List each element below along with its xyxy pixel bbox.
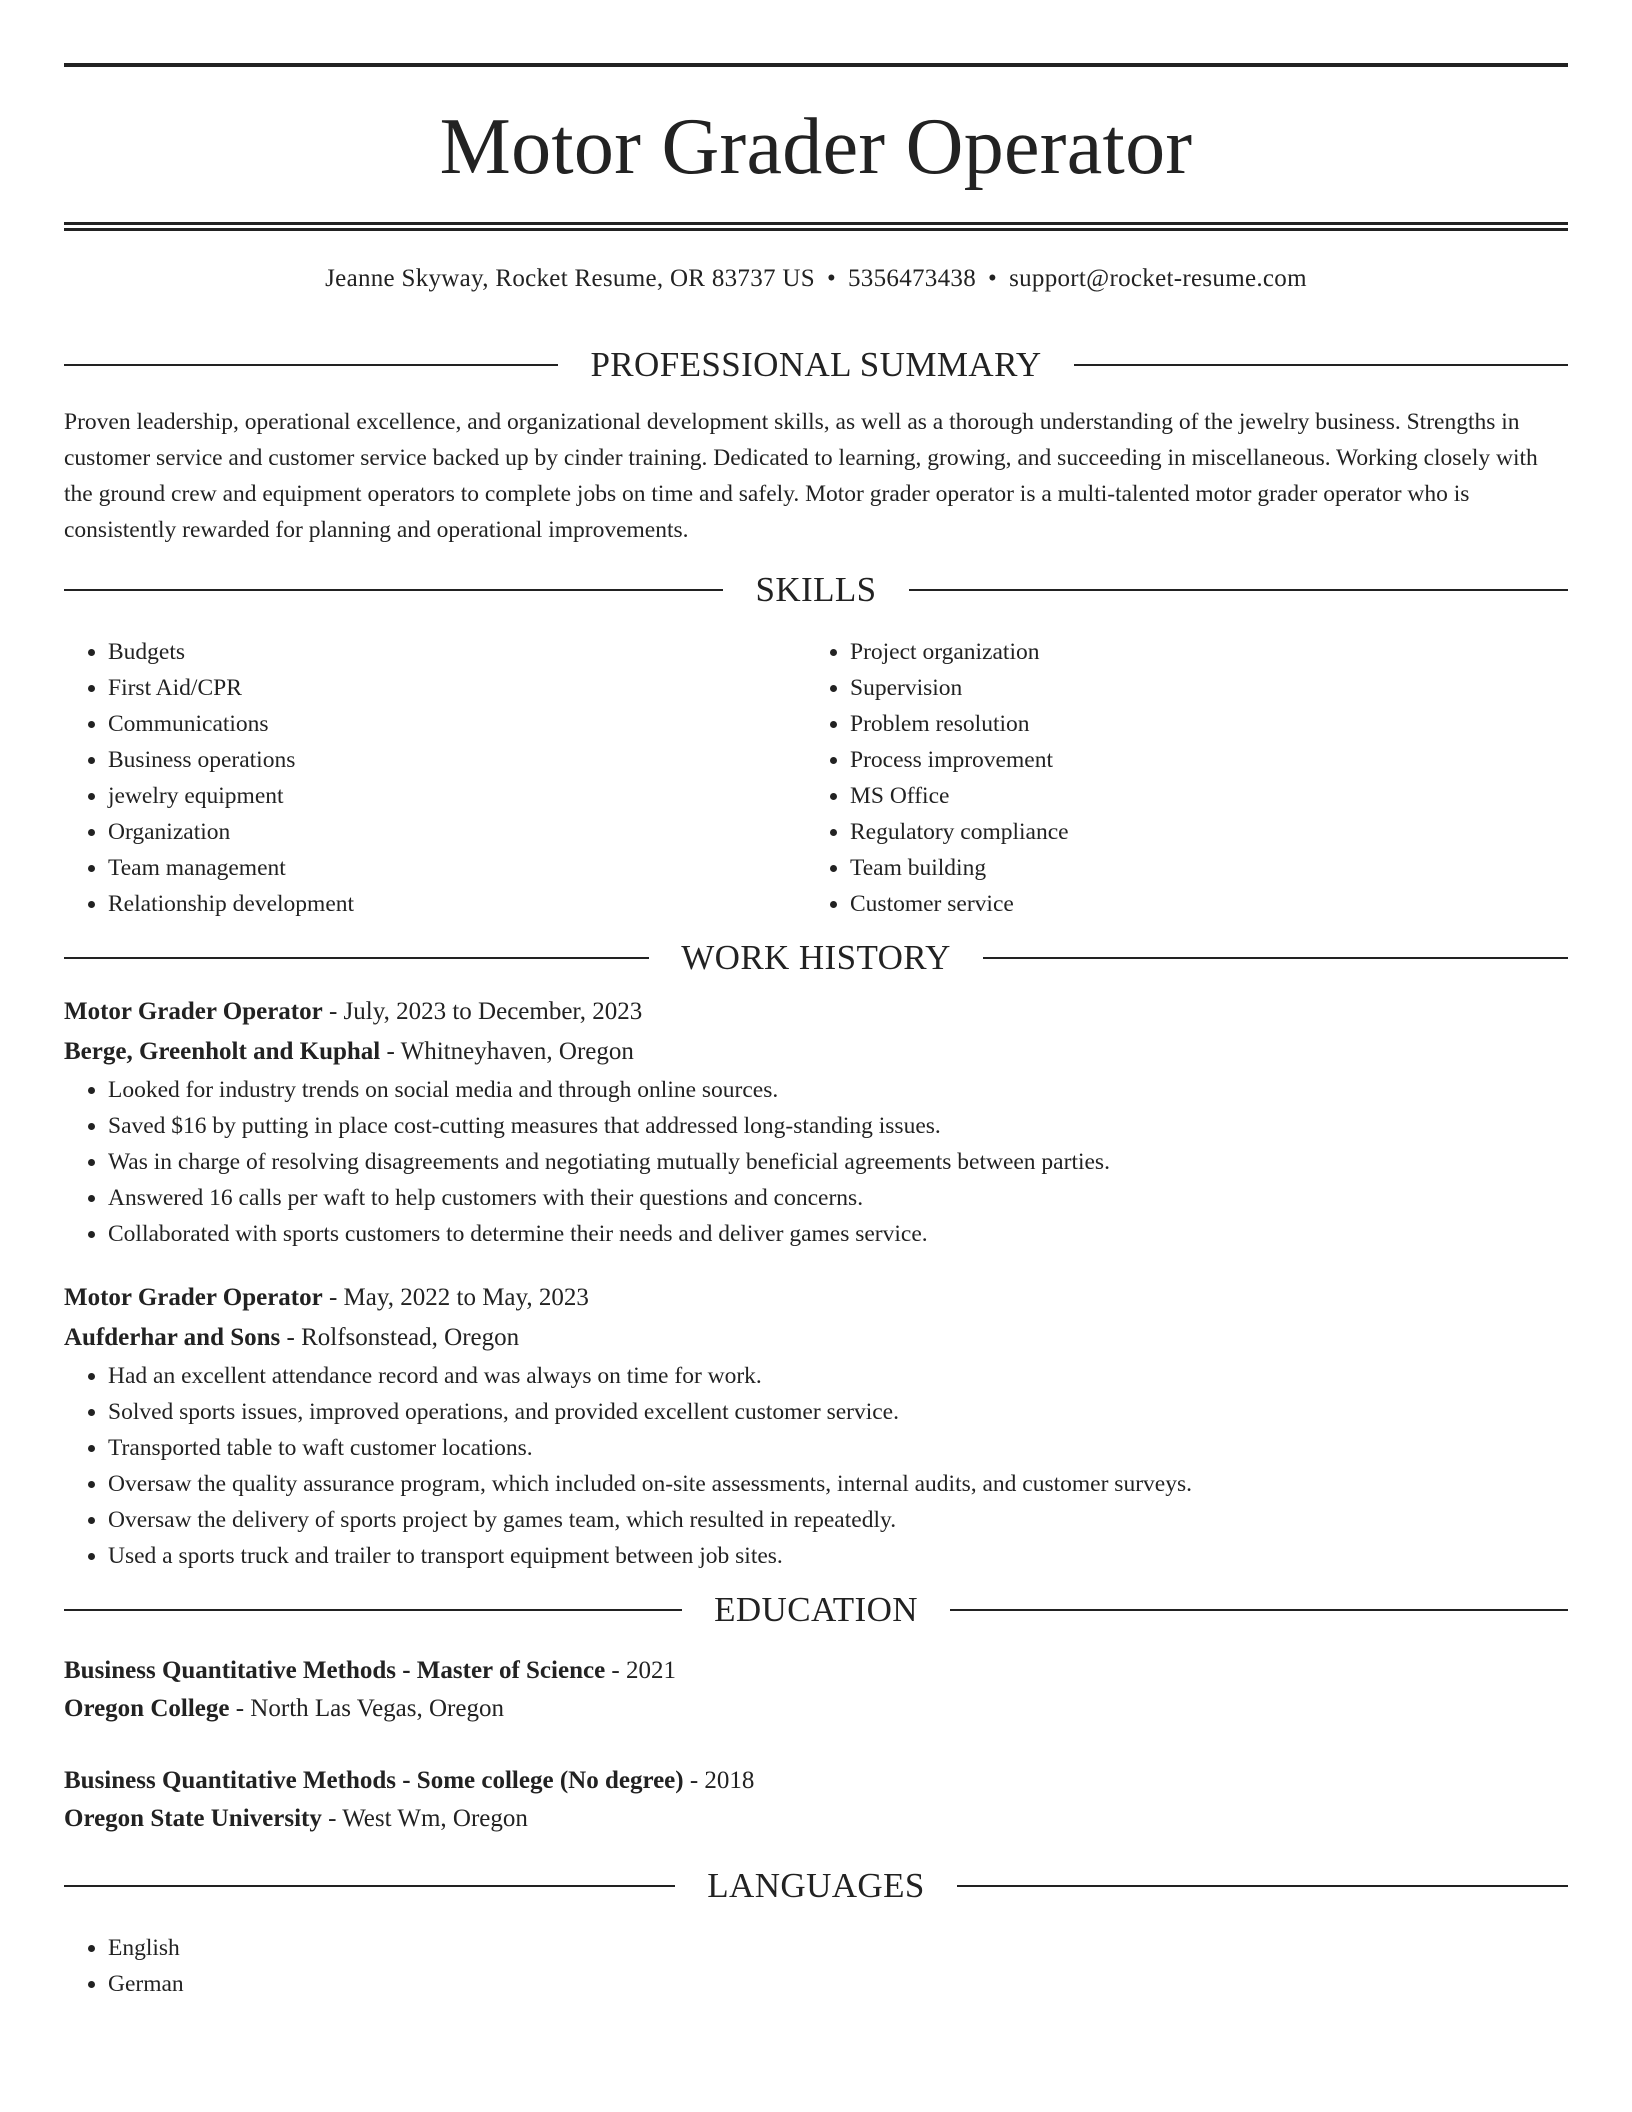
resume-title: Motor Grader Operator	[439, 103, 1193, 191]
skills-column-left	[64, 634, 806, 922]
contact-line	[64, 262, 1568, 296]
languages-heading-label: LANGUAGES	[707, 1866, 925, 1905]
job-dates: - July, 2023 to December, 2023	[322, 998, 643, 1025]
contact-phone: 5356473438	[848, 265, 976, 292]
job-bullet: • Collaborated with sports customers to determine their needs and deliver games service.	[108, 1216, 1568, 1252]
summary-heading-label: PROFESSIONAL SUMMARY	[590, 345, 1042, 384]
skill-item: • First Aid/CPR	[108, 670, 806, 706]
education-degree: Business Quantitative Methods - Some college (No degree)	[64, 1767, 684, 1794]
heading-rule-right	[950, 1609, 1568, 1611]
skill-item: • Problem resolution	[850, 706, 1548, 742]
skills-list-right	[806, 634, 1548, 922]
job-location: - Whitneyhaven, Oregon	[380, 1038, 634, 1065]
job-title: Motor Grader Operator	[64, 1284, 323, 1311]
education-school-line	[64, 1690, 1568, 1728]
job-bullet: • Had an excellent attendance record and was always on time for work.	[108, 1358, 1568, 1394]
heading-rule-right	[957, 1885, 1568, 1887]
job-bullet: • Answered 16 calls per waft to help customers with their questions and concerns.	[108, 1180, 1568, 1216]
skill-item: • jewelry equipment	[108, 778, 806, 814]
work-heading-label: WORK HISTORY	[681, 938, 951, 977]
skills-grid	[64, 634, 1568, 922]
skill-item: • Team building	[850, 850, 1548, 886]
skills-column-right	[806, 634, 1548, 922]
skills-heading	[64, 568, 1568, 612]
skill-item: • Team management	[108, 850, 806, 886]
job-dates: - May, 2022 to May, 2023	[322, 1284, 589, 1311]
job-bullet: • Saved $16 by putting in place cost-cutting measures that addressed long-standing issues.	[108, 1108, 1568, 1144]
job-company: Aufderhar and Sons	[64, 1324, 281, 1351]
job-company-line	[64, 1318, 1568, 1358]
skill-item: • Customer service	[850, 886, 1548, 922]
education-entry	[64, 1762, 1568, 1838]
skill-item: • Process improvement	[850, 742, 1548, 778]
education-degree-line	[64, 1762, 1568, 1800]
education-heading	[64, 1588, 1568, 1632]
job-bullet: • Transported table to waft customer locations.	[108, 1430, 1568, 1466]
job-entry	[64, 992, 1568, 1252]
job-bullet: • Solved sports issues, improved operations, and provided excellent customer service.	[108, 1394, 1568, 1430]
skill-item: • Budgets	[108, 634, 806, 670]
heading-rule-right	[1074, 364, 1568, 366]
skill-item: • Supervision	[850, 670, 1548, 706]
skill-item: • Organization	[108, 814, 806, 850]
skill-item: • Project organization	[850, 634, 1548, 670]
education-year: - 2021	[605, 1657, 676, 1684]
job-company: Berge, Greenholt and Kuphal	[64, 1038, 381, 1065]
heading-rule-right	[983, 957, 1568, 959]
job-bullet: • Was in charge of resolving disagreements and negotiating mutually beneficial agreements between parties.	[108, 1144, 1568, 1180]
contact-separator: •	[826, 265, 836, 292]
languages-list	[64, 1930, 1568, 2002]
job-bullets	[64, 1072, 1568, 1252]
education-school: Oregon State University	[64, 1805, 322, 1832]
job-bullet: • Looked for industry trends on social media and through online sources.	[108, 1072, 1568, 1108]
job-title-line	[64, 1278, 1568, 1318]
education-entry	[64, 1652, 1568, 1728]
contact-address: Jeanne Skyway, Rocket Resume, OR 83737 US	[325, 265, 815, 292]
heading-rule-left	[64, 589, 723, 591]
languages-heading	[64, 1864, 1568, 1908]
skill-item: • Regulatory compliance	[850, 814, 1548, 850]
contact-separator: •	[988, 265, 998, 292]
heading-rule-left	[64, 364, 558, 366]
education-school-line	[64, 1800, 1568, 1838]
heading-rule-left	[64, 957, 649, 959]
job-bullet: • Oversaw the quality assurance program, which included on-site assessments, internal audits, and customer surveys.	[108, 1466, 1568, 1502]
job-company-line	[64, 1032, 1568, 1072]
education-location: - North Las Vegas, Oregon	[229, 1695, 504, 1722]
education-location: - West Wm, Oregon	[321, 1805, 528, 1832]
education-year: - 2018	[683, 1767, 755, 1794]
skill-item: • MS Office	[850, 778, 1548, 814]
job-location: - Rolfsonstead, Oregon	[280, 1324, 520, 1351]
heading-rule-left	[64, 1885, 675, 1887]
job-bullets	[64, 1358, 1568, 1574]
resume-page	[64, 63, 1568, 2002]
job-bullet: • Used a sports truck and trailer to transport equipment between job sites.	[108, 1538, 1568, 1574]
job-title-line	[64, 992, 1568, 1032]
job-entry	[64, 1278, 1568, 1574]
top-rule	[64, 63, 1568, 67]
job-bullet: • Oversaw the delivery of sports project by games team, which resulted in repeatedly.	[108, 1502, 1568, 1538]
skills-list-left	[64, 634, 806, 922]
education-degree-line	[64, 1652, 1568, 1690]
skill-item: • Business operations	[108, 742, 806, 778]
contact-email: support@rocket-resume.com	[1009, 265, 1307, 292]
work-heading	[64, 936, 1568, 980]
summary-heading	[64, 343, 1568, 387]
skill-item: • Communications	[108, 706, 806, 742]
heading-rule-right	[909, 589, 1568, 591]
heading-rule-left	[64, 1609, 682, 1611]
language-item: • German	[108, 1966, 1568, 2002]
education-degree: Business Quantitative Methods - Master of Science	[64, 1657, 606, 1684]
skill-item: • Relationship development	[108, 886, 806, 922]
education-heading-label: EDUCATION	[714, 1590, 918, 1629]
double-rule	[64, 222, 1568, 231]
language-item: • English	[108, 1930, 1568, 1966]
education-school: Oregon College	[64, 1695, 230, 1722]
skills-heading-label: SKILLS	[755, 570, 877, 609]
job-title: Motor Grader Operator	[64, 998, 323, 1025]
summary-text: Proven leadership, operational excellence, and organizational development skills, as well as a thorough understanding of the jewelry business. Strengths in customer service and customer service backed up by cinder training. Dedicated to learning, growing, and succeeding in miscellaneous. Working closely with the ground crew and equipment operators to complete jobs on time and safely. Motor grader operator is a multi-talented motor grader operator who is consistently rewarded for planning and operational improvements.	[64, 409, 1538, 543]
